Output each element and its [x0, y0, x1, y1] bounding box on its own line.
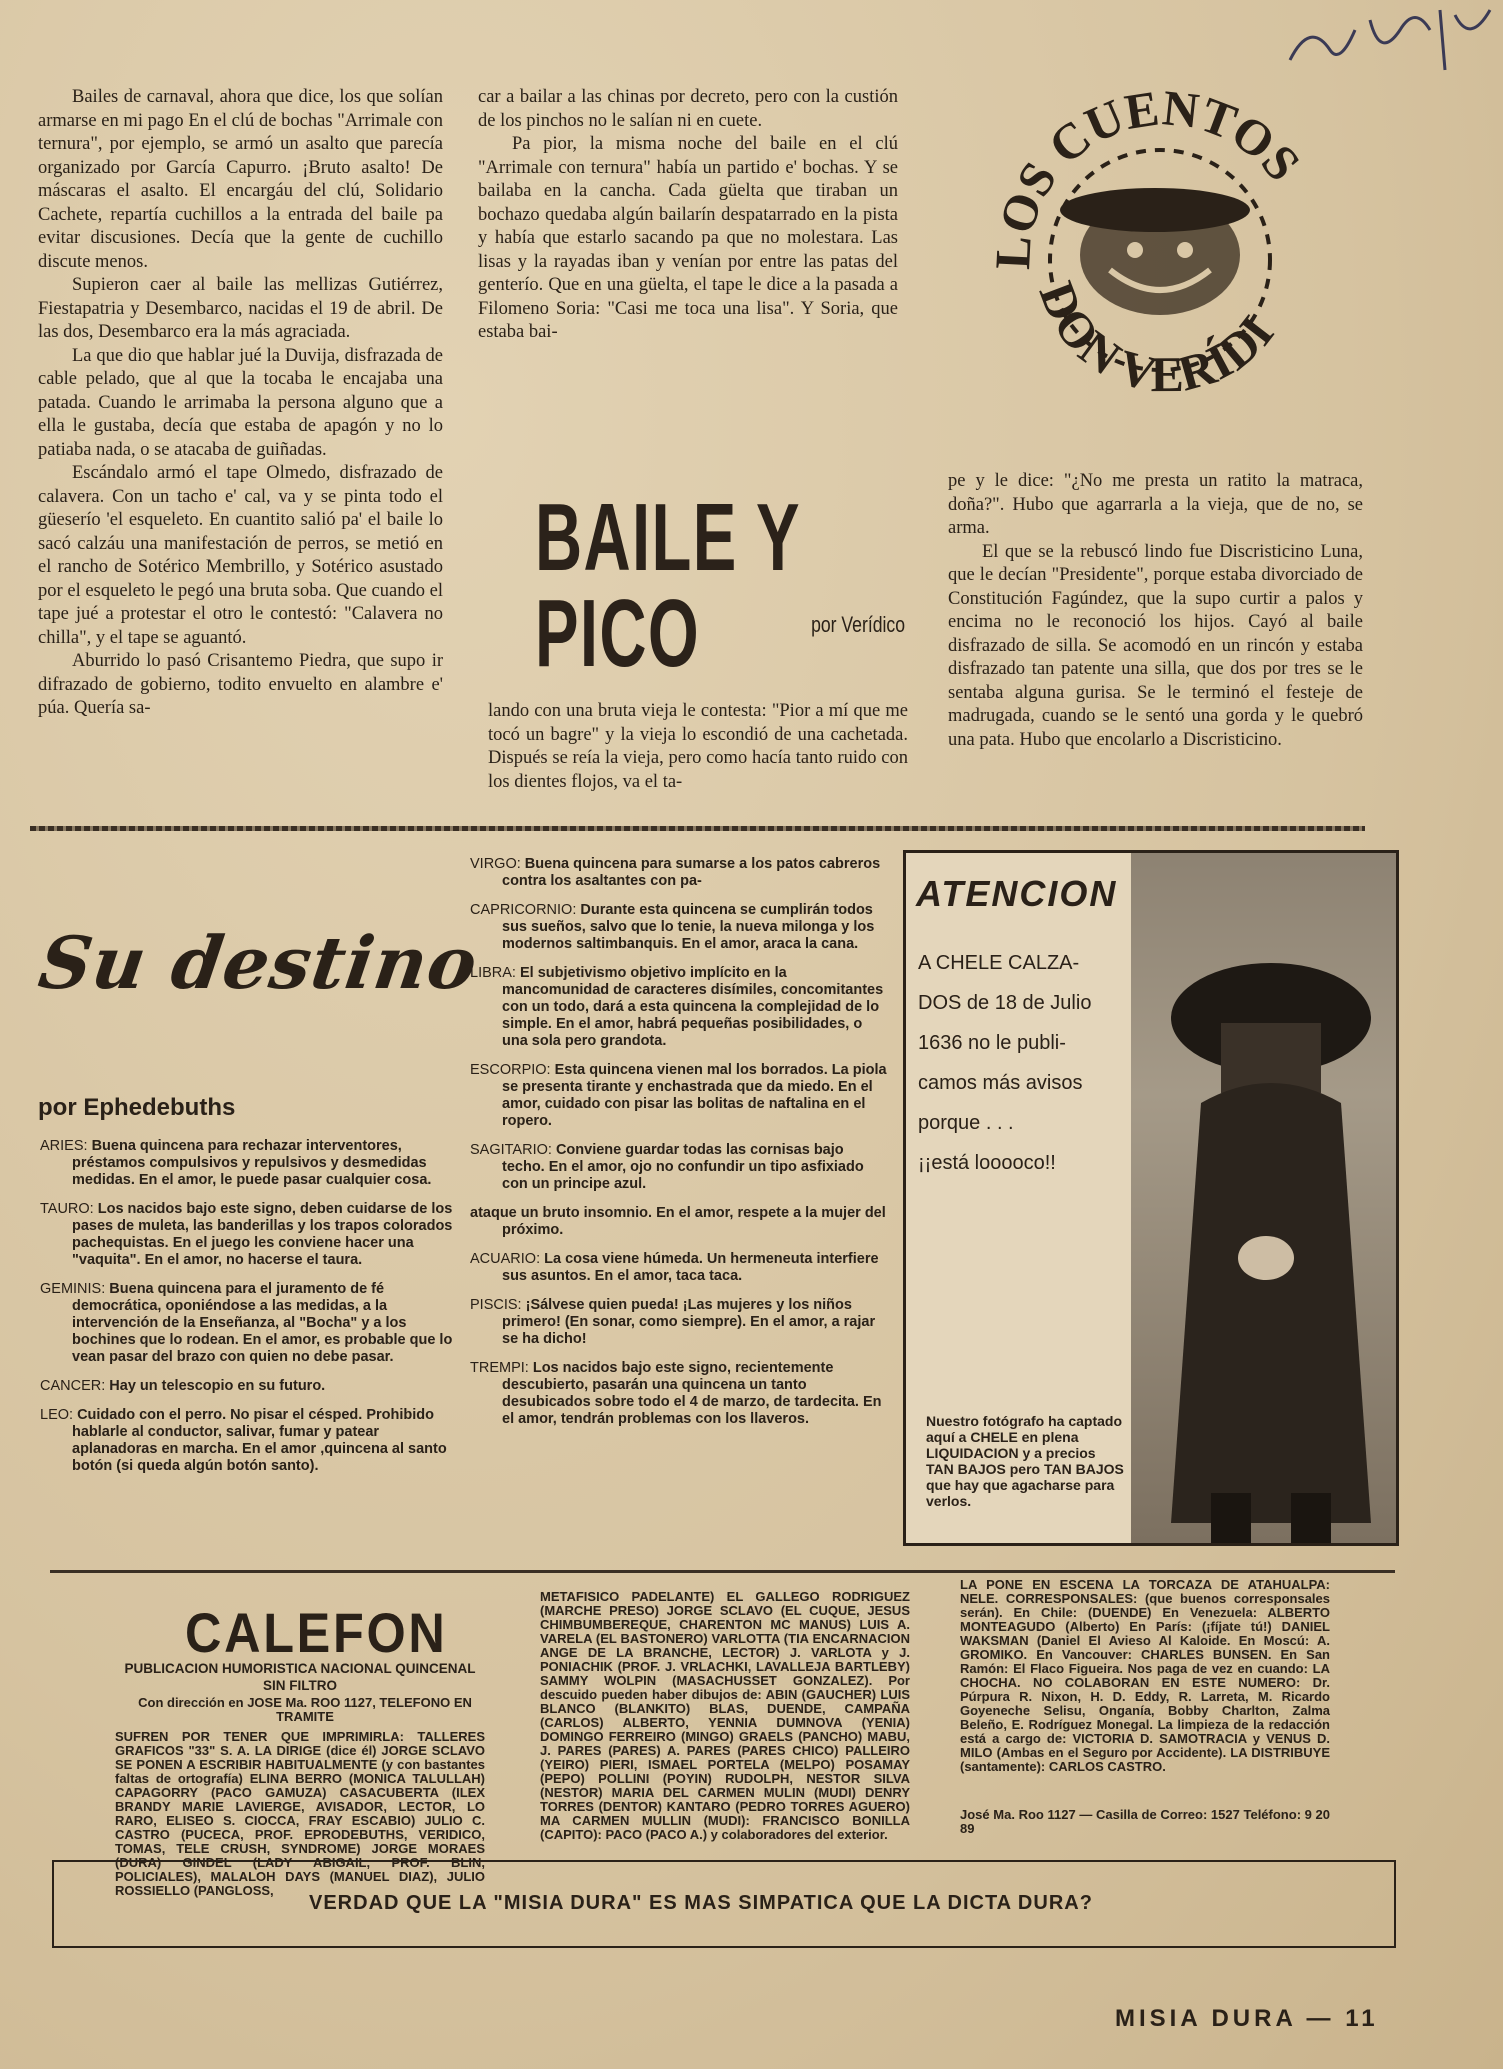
horoscope-entry: ataque un bruto insomnio. En el amor, respete a la mujer del próximo. — [470, 1205, 886, 1238]
logo-los-cuentos-de-don-veridico — [960, 60, 1360, 460]
section-divider — [50, 1570, 1395, 1573]
article-column-2-top — [478, 86, 898, 345]
article-paragraph: Bailes de carnaval, ahora que dice, los que solían armarse en mi pago En el clú de bochas "Arrimale con ternura", por ejemplo, se armó un asalto que parecía organizado por García Capurro. ¡Bruto asalto! De máscaras el asalto. El encargáu del clú, Solidario Cachete, repartía cuchillos a la entrada del baile pa evitar discusiones. Decía que la gente de cuchillo discute menos. — [38, 87, 443, 272]
horoscope-entry: TAURO: Los nacidos bajo este signo, deben cuidarse de los pases de muleta, las banderillas y los trapos colorados pachequistas. En el juego les conviene hacer una "vaquita". En el amor, no hacerse el taura. — [40, 1201, 453, 1268]
horoscope-left-column — [40, 1138, 465, 1487]
section-divider — [30, 826, 1365, 831]
footer-banner-text: VERDAD QUE LA "MISIA DURA" ES MAS SIMPATICA QUE LA DICTA DURA? — [309, 1892, 1093, 1914]
horoscope-byline: por Ephedebuths — [38, 1094, 236, 1121]
atencion-photo-caption: Nuestro fotógrafo ha captado aquí a CHELE en plena LIQUIDACION y a precios TAN BAJOS pero TAN BAJOS que hay que agacharse para verlos. — [926, 1413, 1124, 1509]
horoscope-entry: TREMPI: Los nacidos bajo este signo, recientemente descubierto, pasarán una quincena un tanto desubicados sobre todo el 4 de marzo, de tardecita. En el amor, tendrán problemas con los llaveros. — [470, 1360, 882, 1427]
atencion-line: camos más avisos — [918, 1072, 1083, 1094]
horoscope-entry: SAGITARIO: Conviene guardar todas las cornisas bajo techo. En el amor, ojo no confundir un tipo asfixiado con un principe azul. — [470, 1142, 864, 1192]
masthead-credits-2: METAFISICO PADELANTE) EL GALLEGO RODRIGUEZ (MARCHE PRESO) JORGE SCLAVO (EL CUQUE, JESUS CHIMBUMBEREQUE, CHARENTON MC MANUS) LUIS A. VARELA (EL BASTONERO) VARLOTTA (TIA ENCARNACION ANGE DE LA BRANCHE, LECTOR) J. VARLOTA y J. PONIACHIK (PROF. J. VRLACHKI, LAVALLEJA BARTLEBY) SAMMY WOLPIN (MASACHUSSET GONZALEZ). Por descuido pueden haber dibujos de: ABIN (GAUCHER) LUIS BLANCO (BLANKITO) BLAS, DUENDE, CAMPAÑA (CARLOS) ALBERTO, YENNIA DUMNOVA (YENIA) DOMINGO FERREIRO (MINGO) GRAELS (PANCHO) MABU, J. PARES (PARES) A. PARES (PARES CHICO) PALLEIRO (YEIRO) PIERI, ISMAEL PORTELA (MELPO) POSAMAY (PEPO) POLLINI (POYIN) RUDOLPH, NESTOR SILVA (NESTOR) MARIA DEL CARMEN MULIN (MUDI) DENRY TORRES (DENTOR) KANTARO (PEDRO TORRES AGUERO) MA CARMEN MULLIN (MUDI): FRANCISCO BONILLA (CAPITO): PACO (PACO A.) y colaboradores del exterior. — [540, 1589, 910, 1842]
horoscope-right-column — [470, 856, 890, 1440]
article-paragraph: pe y le dice: "¿No me presta un ratito la matraca, doña?". Hubo que agarrarla a la vieja, que de no, se arma. — [948, 471, 1363, 538]
article-paragraph: La que dio que hablar jué la Duvija, disfrazada de cable pelado, que al que la tocaba le encajaba una patada. Cuando le arrimaba la persona alguno que a ella le gustaba, decía que estaba de apagón y no lo patiaba nada, o se atacaba de guiñadas. — [38, 345, 443, 460]
article-paragraph: El que se la rebuscó lindo fue Discristicino Luna, que le decían "Presidente", porque estaba divorciado de Constitución Fagúndez, que la supo curtir a palos y encima no le reconoció los hijos. Cayó al baile disfrazado de silla. Se acomodó en un rincón y estaba disfrazado tan patente una silla, que dos por tres se le sentaba alguna gurisa. Se le terminó el festeje de madrugada, cuando se le sentó una gorda y le quebró una pata. Hubo que encolarlo a Discristicino. — [948, 541, 1363, 750]
article-paragraph: Supieron caer al baile las mellizas Gutiérrez, Fiestapatria y Desembarco, nacidas el 19 de abril. De las dos, Desembarco era la más agraciada. — [38, 275, 443, 342]
horoscope-entry: LIBRA: El subjetivismo objetivo implícito en la mancomunidad de caracteres disímiles, concomitantes con un todo, dará a esta quincena la complejidad de lo simple. En el amor, habrá pequeñas posibilidades, o una sola pero grandota. — [470, 965, 884, 1049]
logo-bottom-text: DON VERÍDI — [1028, 274, 1285, 403]
horoscope-entry: ARIES: Buena quincena para rechazar interventores, préstamos compulsivos y repulsivos y desmedidas medidas. En el amor, le puede pasar cualquier cosa. — [40, 1138, 432, 1188]
masthead-address: Con dirección en JOSE Ma. ROO 1127, TELEFONO EN TRAMITE — [138, 1695, 472, 1724]
atencion-line: A CHELE CALZA- — [918, 952, 1080, 974]
atencion-text — [918, 943, 1148, 1183]
masthead-title: CALEFON — [185, 1601, 448, 1664]
horoscope-entry: GEMINIS: Buena quincena para el juramento de fé democrática, oponiéndose a las medidas, a la intervención de la Enseñanza, al "Bocha" y a los bochines que lo rodean. En el amor, es probable que lo vean pasar del brazo con quien no debe pasar. — [40, 1281, 453, 1365]
article-column-3 — [948, 470, 1363, 752]
masthead-credits-3: LA PONE EN ESCENA LA TORCAZA DE ATAHUALPA: NELE. CORRESPONSALES: (que buenos corresponsales serán). En Chile: (DUENDE) En Venezuela: ALBERTO MONTEAGUDO (Alberto) En París: (¡fíjate tú!) DANIEL WAKSMAN (Daniel El Avieso Al Kaloide. En Moscú: A. GROMIKO. En Vancouver: CHARLES BUNSEN. En San Ramón: El Flaco Figueira. Nos paga de vez en cuando: LA CHOCHA. NO COLABORAN EN ESTE NUMERO: Dr. Púrpura R. Nixon, H. D. Eddy, R. Larreta, M. Ricardo Goyeneche Selisu, Onganía, Bobby Charlton, Zalma Beleño, E. Rodríguez Monegal. La limpieza de la redacción está a cargo de: VICTORIA D. SAMOTRACIA y VENUS D. MILO (Ambas en el Seguro por Accidente). LA DISTRIBUYE (santamente): CARLOS CASTRO. — [960, 1577, 1330, 1774]
article-column-1 — [38, 86, 443, 721]
article-byline: por Verídico — [811, 612, 905, 637]
atencion-line: porque . . . — [918, 1112, 1014, 1134]
atencion-ad-box — [903, 850, 1399, 1546]
masthead-contact: José Ma. Roo 1127 — Casilla de Correo: 1527 Teléfono: 9 20 89 — [960, 1807, 1330, 1836]
footer-banner-box — [52, 1860, 1396, 1948]
horoscope-title: Su destino — [34, 920, 484, 1005]
article-paragraph: Pa pior, la misma noche del baile en el clú "Arrimale con ternura" había un partido e' bochas. Y se bailaba en la cancha. Cada güelta que tiraban un bochazo quedaba algún bailarín despatarrado en la pista y había que estarlo sacando pa que no molestara. Las lisas y la rayadas iban y venían por entre las patas del genterío. Que en una güelta, el tape le dice a la pasada a Filomeno Soria: "Casi me toca una lisa". Y Soria, que estaba bai- — [478, 134, 898, 342]
atencion-title: ATENCION — [916, 873, 1118, 914]
horoscope-entry: CANCER: Hay un telescopio en su futuro. — [40, 1378, 326, 1394]
article-paragraph: Escándalo armó el tape Olmedo, disfrazado de calavera. Con un tacho e' cal, va y se pinta todo el güeserío 'el esqueleto. En cuantito salió pa' el baile lo sacó calzáu una manifestación de perros, se metió en el rancho de Sotérico Membrillo, y Sotérico asustado por el esqueleto le pegó una bruta soba. Que cuando el tape jué a protestar el otro le contestó: "Calavera no chilla", y el tape se aguantó. — [38, 463, 443, 648]
logo-top-text: LOS CUENTOS — [984, 79, 1312, 271]
masthead-credits-1: SUFREN POR TENER QUE IMPRIMIRLA: TALLERES GRAFICOS "33" S. A. LA DIRIGE (dice él) JORGE SCLAVO SE PONEN A ESCRIBIR HABITUALMENTE (y con bastantes faltas de ortografía) ELINA BERRO (MONICA TALULLAH) CAPAGORRY (PACO GAMUZA) CASACUBERTA (ILEX BRANDY MARIE LAVIERGE, AVISADOR, LECTOR, LO RARO, ELISEO S. CIOCCA, FRAY ESCABIO) JULIO C. CASTRO (PUCECA, PROF. EPRODEBUTHS, VERIDICO, TOMAS, TELE CRUSH, SYNDROME) JORGE MORAES (DURA) GINDEL (LADY ABIGAIL, PROF. BLIN, POLICIALES), MALALOH DAYS (MANUEL DIAZ), JULIO ROSSIELLO (PANGLOSS, — [115, 1729, 485, 1898]
page-number-label: MISIA DURA — 11 — [1115, 2005, 1379, 2032]
article-title: BAILE Y PICO — [535, 484, 800, 687]
article-paragraph: car a bailar a las chinas por decreto, pero con la custión de los pinchos no le salían ni en cuete. — [478, 87, 898, 131]
horoscope-entry: LEO: Cuidado con el perro. No pisar el césped. Prohibido hablarle al conductor, salivar, fumar y patear aplanadoras en marcha. En el amor ,quincena al santo botón (si queda algún botón santo). — [40, 1407, 447, 1474]
article-paragraph: Aburrido lo pasó Crisantemo Piedra, que supo ir difrazado de gobierno, todito envuelto en alambre e' púa. Quería sa- — [38, 651, 443, 718]
atencion-line: ¡¡está looooco!! — [918, 1152, 1056, 1174]
horoscope-entry: VIRGO: Buena quincena para sumarse a los patos cabreros contra los asaltantes con pa- — [470, 856, 881, 889]
horoscope-entry: ESCORPIO: Esta quincena vienen mal los borrados. La piola se presenta tirante y enchastrada que da miedo. En el amor, cuidado con pisar las bolitas de naftalina en el ropero. — [470, 1062, 887, 1129]
horoscope-entry: ACUARIO: La cosa viene húmeda. Un hermeneuta interfiere sus asuntos. En el amor, taca taca. — [470, 1251, 879, 1284]
atencion-line: DOS de 18 de Julio — [918, 992, 1092, 1014]
photo-man-with-bicorne-hat — [1131, 853, 1396, 1543]
atencion-line: 1636 no le publi- — [918, 1032, 1066, 1054]
horoscope-entry: CAPRICORNIO: Durante esta quincena se cumplirán todos sus sueños, salvo que lo tenie, la nueva milonga y los modernos saltimbanquis. En el amor, araca la cana. — [470, 902, 875, 952]
masthead-subtitle: PUBLICACION HUMORISTICA NACIONAL QUINCENAL SIN FILTRO — [124, 1661, 476, 1693]
article-column-2-bottom — [488, 700, 908, 794]
horoscope-entry: PISCIS: ¡Sálvese quien pueda! ¡Las mujeres y los niños primero! (En sonar, como siempre). En el amor, a rajar se ha dicho! — [470, 1297, 876, 1347]
article-paragraph: lando con una bruta vieja le contesta: "Pior a mí que me tocó un bagre" y la vieja lo escondió de una cachetada. Dispués se reía la vieja, pero como hacía tanto ruido con los dientes flojos, va el ta- — [488, 701, 908, 792]
